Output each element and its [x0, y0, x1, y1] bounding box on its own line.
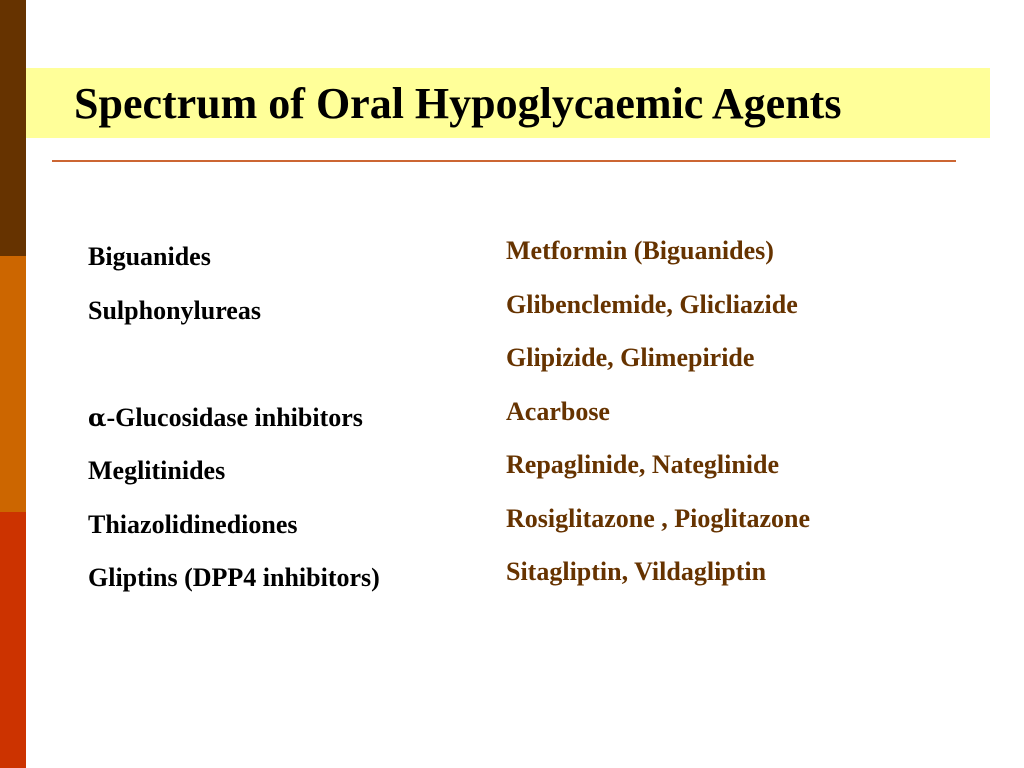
drug-class-label: Gliptins (DPP4 inhibitors) [88, 563, 380, 592]
alpha-symbol: α [88, 402, 107, 432]
left-accent-bar-middle [0, 256, 26, 512]
drug-example-item [506, 440, 810, 494]
drug-class-item [88, 339, 380, 393]
drug-class-item [88, 232, 380, 286]
drug-example-label: Glibenclemide, Glicliazide [506, 289, 798, 319]
drug-example-label: Glipizide, Glimepiride [506, 343, 755, 372]
drug-class-label: Thiazolidinediones [88, 509, 298, 539]
drug-example-label: Rosiglitazone , Pioglitazone [506, 503, 811, 533]
drug-example-item [506, 387, 810, 441]
drug-example-item [506, 280, 810, 334]
drug-class-label: Meglitinides [88, 456, 226, 485]
drug-example-item [506, 226, 810, 280]
drug-class-item [88, 553, 380, 607]
left-accent-bar-bottom [0, 512, 26, 768]
drug-class-item [88, 500, 380, 554]
drug-example-item [506, 333, 810, 387]
drug-example-label: Acarbose [506, 396, 610, 426]
drug-class-item [88, 286, 380, 340]
drug-class-item [88, 393, 380, 447]
drug-example-item [506, 494, 810, 548]
drug-example-label: Sitagliptin, Vildagliptin [506, 557, 767, 586]
drug-class-item [88, 446, 380, 500]
drug-class-label: Sulphonylureas [88, 295, 261, 325]
slide-title: Spectrum of Oral Hypoglycaemic Agents [74, 79, 842, 128]
drug-example-label: Repaglinide, Nateglinide [506, 450, 780, 479]
left-accent-bar-top [0, 0, 26, 256]
drug-class-label: -Glucosidase inhibitors [106, 402, 363, 432]
drug-example-item [506, 547, 810, 601]
drug-class-label: Biguanides [88, 242, 211, 271]
drug-class-list [88, 232, 380, 607]
drug-example-label: Metformin (Biguanides) [506, 236, 774, 265]
drug-example-list [506, 226, 810, 601]
title-divider [52, 160, 956, 162]
title-band [26, 68, 990, 138]
